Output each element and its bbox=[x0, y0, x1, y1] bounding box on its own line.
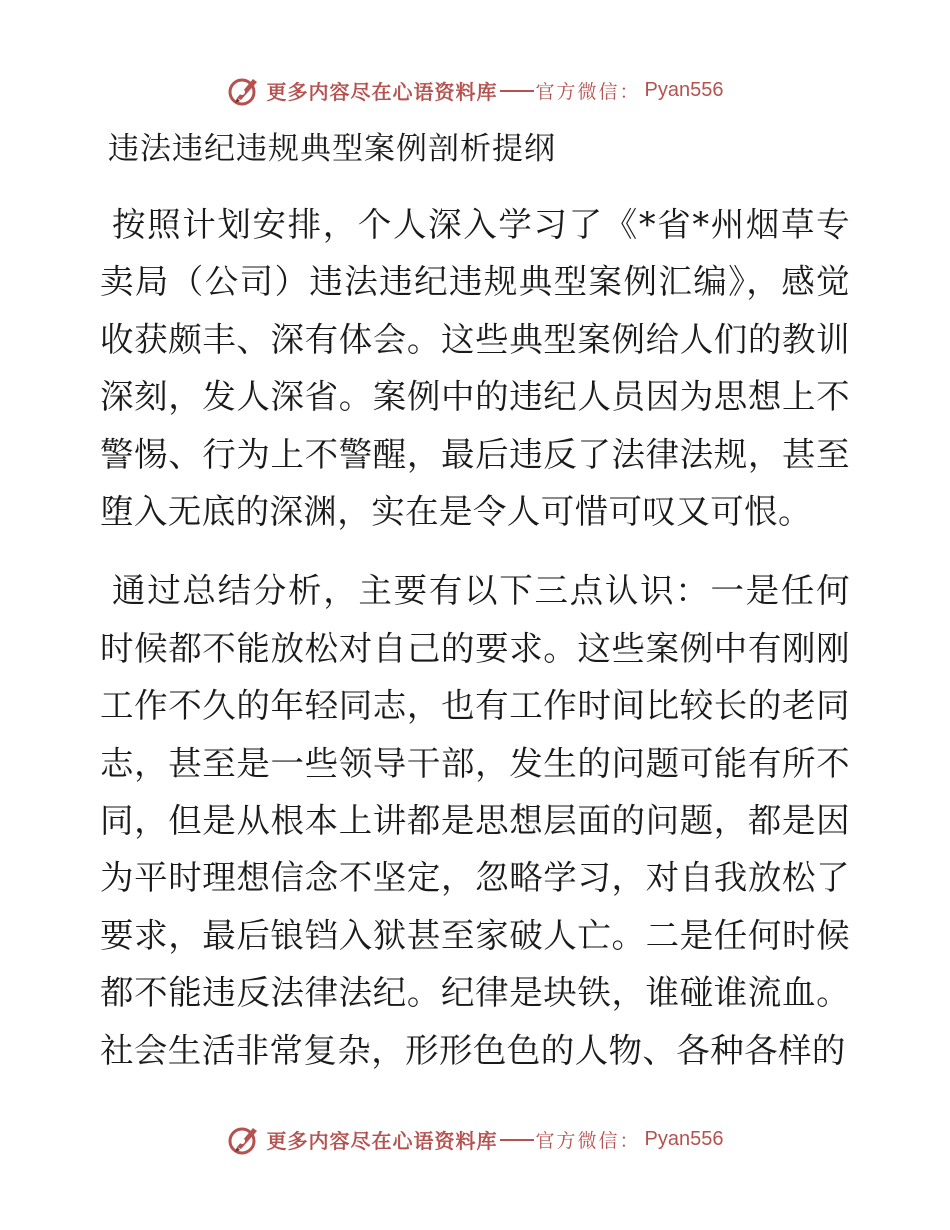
document-title: 违法违纪违规典型案例剖析提纲 bbox=[108, 131, 556, 167]
quill-pen-icon bbox=[227, 1122, 261, 1156]
watermark-site-text: 更多内容尽在心语资料库 bbox=[266, 79, 498, 104]
watermark-wechat-label: 官方微信： bbox=[535, 1129, 641, 1152]
quill-pen-icon bbox=[227, 73, 261, 107]
watermark-divider bbox=[500, 90, 534, 92]
watermark-divider bbox=[500, 1139, 534, 1141]
watermark-wechat-id: Pyan556 bbox=[644, 1127, 724, 1150]
body-paragraph-2: 通过总结分析，主要有以下三点认识：一是任何时候都不能放松对自己的要求。这些案例中有刚刚工作不久的年轻同志，也有工作时间比较长的老同志，甚至是一些领导干部，发生的问题可能有所不同，但是从根本上讲都是思想层面的问题，都是因为平时理想信念不坚定，忽略学习，对自我放松了要求，最后锒铛入狱甚至家破人亡。二是任何时候都不能违反法律法纪。纪律是块铁，谁碰谁流血。社会生活非常复杂，形形色色的人物、各种各样的 bbox=[100, 571, 850, 1070]
body-paragraph-1: 按照计划安排，个人深入学习了《*省*州烟草专卖局（公司）违法违纪违规典型案例汇编》，感觉收获颇丰、深有体会。这些典型案例给人们的教训深刻，发人深省。案例中的违纪人员因为思想上不警惕、行为上不警醒，最后违反了法律法规，甚至堕入无底的深渊，实在是令人可惜可叹又可恨。 bbox=[100, 205, 850, 532]
watermark-wechat-label: 官方微信： bbox=[535, 80, 641, 103]
watermark-wechat-id: Pyan556 bbox=[644, 78, 724, 101]
document-body bbox=[100, 196, 850, 1079]
watermark-site-text: 更多内容尽在心语资料库 bbox=[266, 1128, 498, 1153]
footer-watermark bbox=[0, 1119, 950, 1159]
header-watermark bbox=[0, 70, 950, 110]
